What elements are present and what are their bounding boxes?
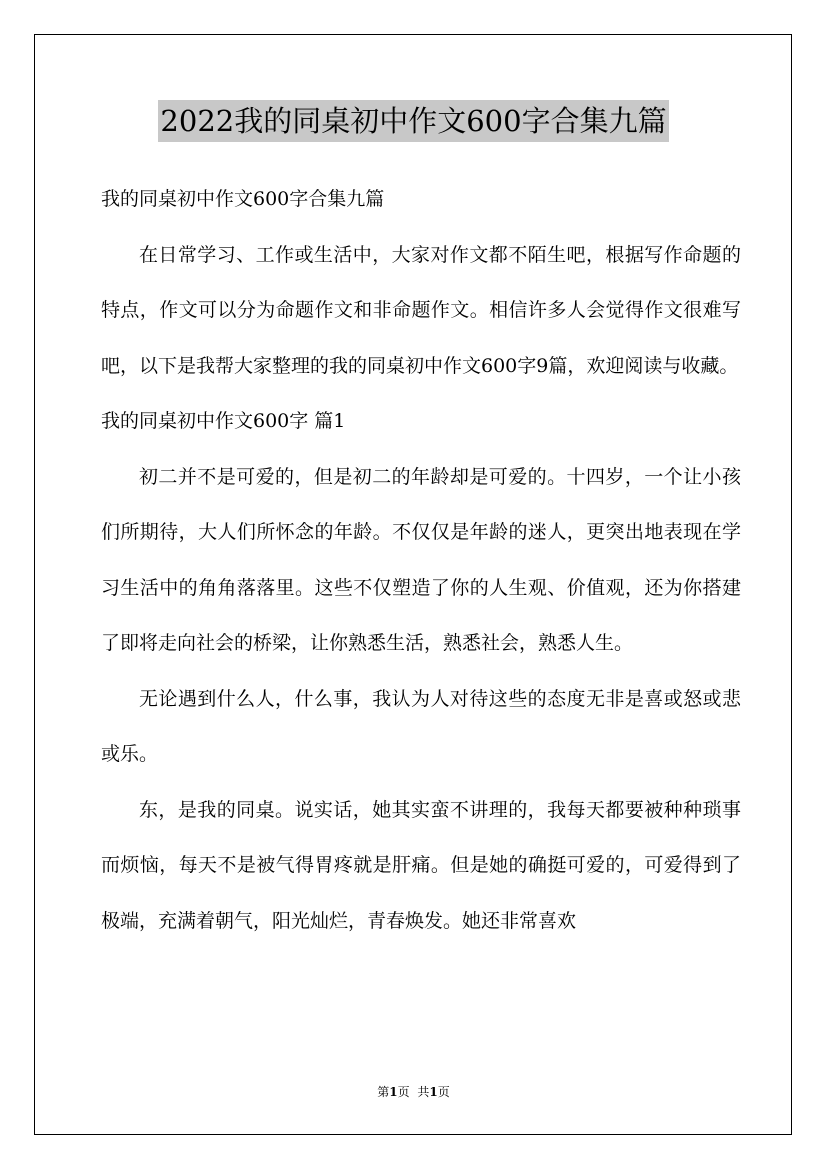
- page-prefix: 第: [377, 1085, 390, 1099]
- page-number: 1: [389, 1085, 398, 1099]
- subheading: 我的同桌初中作文600字合集九篇: [101, 188, 385, 210]
- page-suffix: 页: [397, 1085, 410, 1099]
- section-heading: 我的同桌初中作文600字 篇1: [101, 410, 346, 432]
- title-container: [0, 100, 827, 142]
- total-suffix: 页: [437, 1085, 450, 1099]
- total-pages: 1: [429, 1085, 438, 1099]
- body-paragraph: 东，是我的同桌。说实话，她其实蛮不讲理的，我每天都要被种种琐事而烦恼，每天不是被气得胃疼就是肝痛。但是她的确挺可爱的，可爱得到了极端，充满着朝气，阳光灿烂，青春焕发。她还非常喜欢: [101, 798, 741, 932]
- body-paragraph: 无论遇到什么人，什么事，我认为人对待这些的态度无非是喜或怒或悲或乐。: [101, 687, 741, 765]
- intro-paragraph: 在日常学习、工作或生活中，大家对作文都不陌生吧，根据写作命题的特点，作文可以分为命题作文和非命题作文。相信许多人会觉得作文很难写吧，以下是我帮大家整理的我的同桌初中作文600字9篇，欢迎阅读与收藏。: [101, 243, 741, 377]
- document-body: [101, 172, 741, 949]
- body-paragraph: 初二并不是可爱的，但是初二的年龄却是可爱的。十四岁，一个让小孩们所期待，大人们所怀念的年龄。不仅仅是年龄的迷人，更突出地表现在学习生活中的角角落落里。这些不仅塑造了你的人生观、价值观，还为你搭建了即将走向社会的桥梁，让你熟悉生活，熟悉社会，熟悉人生。: [101, 465, 741, 654]
- document-title: 2022我的同桌初中作文600字合集九篇: [158, 100, 668, 142]
- total-prefix: 共: [417, 1085, 430, 1099]
- page-footer: [0, 1082, 827, 1102]
